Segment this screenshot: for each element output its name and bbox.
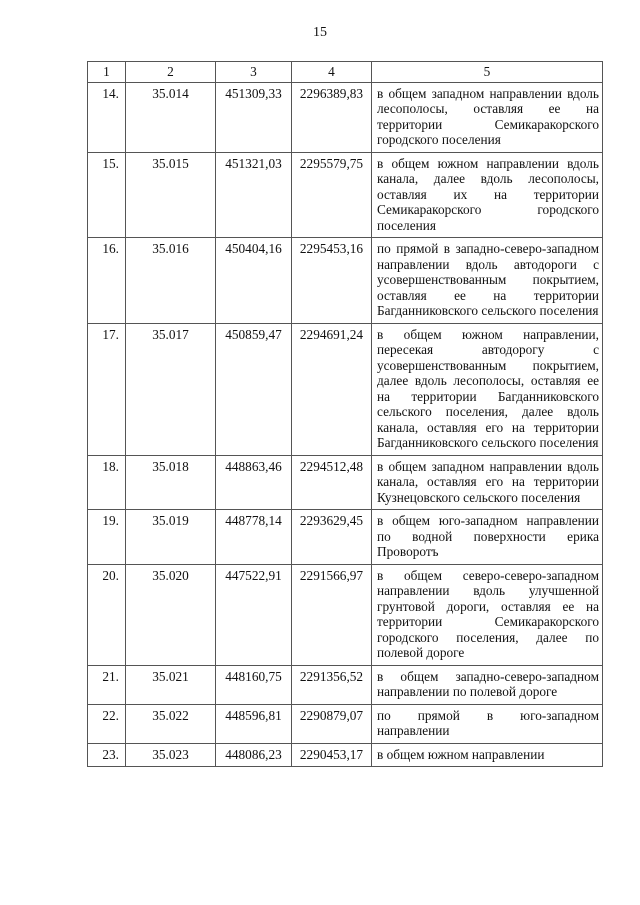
point-id: 35.020 xyxy=(126,564,216,665)
row-number: 23. xyxy=(88,743,126,767)
point-id: 35.018 xyxy=(126,455,216,510)
x-coordinate: 450859,47 xyxy=(216,323,292,455)
x-coordinate: 448086,23 xyxy=(216,743,292,767)
point-id: 35.016 xyxy=(126,238,216,324)
boundary-description: в общем юго-западном направлении по водной поверхности ерика Проворотъ xyxy=(372,510,603,565)
page-number: 15 xyxy=(313,25,327,40)
row-number: 21. xyxy=(88,665,126,704)
table-row xyxy=(88,704,603,743)
boundary-description: в общем южном направлении xyxy=(372,743,603,767)
x-coordinate: 451309,33 xyxy=(216,82,292,152)
table-header-row xyxy=(88,62,603,83)
y-coordinate: 2290453,17 xyxy=(292,743,372,767)
point-id: 35.023 xyxy=(126,743,216,767)
point-id: 35.019 xyxy=(126,510,216,565)
x-coordinate: 448863,46 xyxy=(216,455,292,510)
table-row xyxy=(88,510,603,565)
y-coordinate: 2291566,97 xyxy=(292,564,372,665)
point-id: 35.021 xyxy=(126,665,216,704)
row-number: 19. xyxy=(88,510,126,565)
boundary-description: в общем северо-северо-западном направлении вдоль улучшенной грунтовой дороги, оставляя ее на территории Семикаракорского городского поселения, далее по полевой дороге xyxy=(372,564,603,665)
table-row xyxy=(88,564,603,665)
row-number: 16. xyxy=(88,238,126,324)
column-header: 2 xyxy=(126,62,216,83)
point-id: 35.015 xyxy=(126,152,216,238)
boundary-description: в общем западно-северо-западном направлении по полевой дороге xyxy=(372,665,603,704)
row-number: 18. xyxy=(88,455,126,510)
boundary-description: в общем западном направлении вдоль канала, оставляя его на территории Кузнецовского сельского поселения xyxy=(372,455,603,510)
y-coordinate: 2295453,16 xyxy=(292,238,372,324)
table-row xyxy=(88,743,603,767)
y-coordinate: 2294512,48 xyxy=(292,455,372,510)
point-id: 35.017 xyxy=(126,323,216,455)
point-id: 35.022 xyxy=(126,704,216,743)
boundary-description: по прямой в юго-западном направлении xyxy=(372,704,603,743)
x-coordinate: 448778,14 xyxy=(216,510,292,565)
boundary-points-table xyxy=(87,61,603,767)
column-header: 1 xyxy=(88,62,126,83)
column-header: 5 xyxy=(372,62,603,83)
x-coordinate: 447522,91 xyxy=(216,564,292,665)
y-coordinate: 2295579,75 xyxy=(292,152,372,238)
row-number: 15. xyxy=(88,152,126,238)
y-coordinate: 2291356,52 xyxy=(292,665,372,704)
y-coordinate: 2293629,45 xyxy=(292,510,372,565)
y-coordinate: 2294691,24 xyxy=(292,323,372,455)
table-row xyxy=(88,665,603,704)
boundary-description: в общем южном направлении вдоль канала, далее вдоль лесополосы, оставляя их на территории Семикаракорского городского поселения xyxy=(372,152,603,238)
x-coordinate: 451321,03 xyxy=(216,152,292,238)
table-row xyxy=(88,455,603,510)
boundary-description: в общем западном направлении вдоль лесополосы, оставляя ее на территории Семикаракорского городского поселения xyxy=(372,82,603,152)
row-number: 22. xyxy=(88,704,126,743)
x-coordinate: 448160,75 xyxy=(216,665,292,704)
table-row xyxy=(88,152,603,238)
y-coordinate: 2290879,07 xyxy=(292,704,372,743)
boundary-description: по прямой в западно-северо-западном направлении вдоль автодороги с усовершенствованным покрытием, оставляя ее на территории Багданниковского сельского поселения xyxy=(372,238,603,324)
column-header: 3 xyxy=(216,62,292,83)
table-row xyxy=(88,238,603,324)
column-header: 4 xyxy=(292,62,372,83)
x-coordinate: 450404,16 xyxy=(216,238,292,324)
table-row xyxy=(88,323,603,455)
x-coordinate: 448596,81 xyxy=(216,704,292,743)
row-number: 20. xyxy=(88,564,126,665)
boundary-description: в общем южном направлении, пересекая автодорогу с усовершенствованным покрытием, далее вдоль лесополосы, оставляя ее на территории Багданниковского сельского поселения, далее вдоль канала, оставляя его на территории Багданниковского сельского поселения xyxy=(372,323,603,455)
row-number: 17. xyxy=(88,323,126,455)
table-row xyxy=(88,82,603,152)
y-coordinate: 2296389,83 xyxy=(292,82,372,152)
row-number: 14. xyxy=(88,82,126,152)
point-id: 35.014 xyxy=(126,82,216,152)
